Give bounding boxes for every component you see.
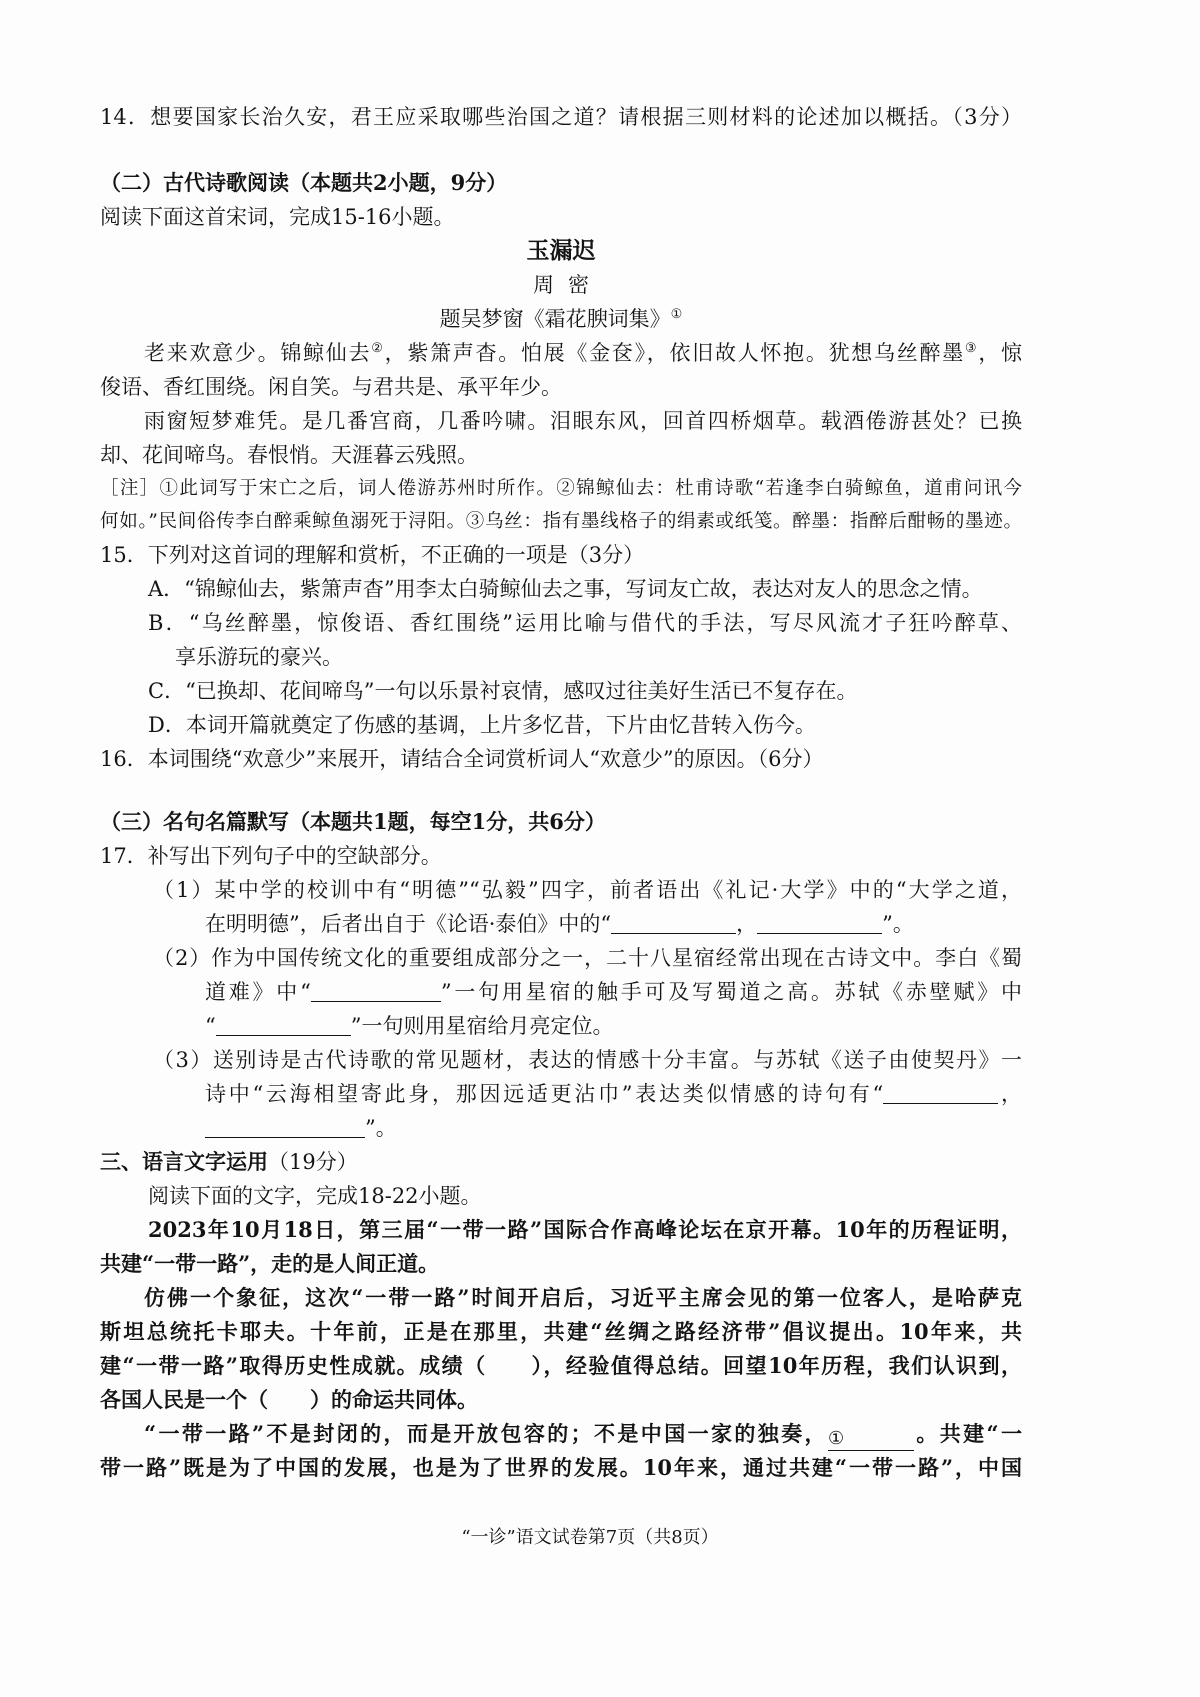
poem-subtitle: 题吴梦窗《霜花腴词集》 <box>439 307 671 331</box>
answer-blank[interactable] <box>311 979 441 1002</box>
passage-p2-line2: 斯坦总统托卡耶夫。十年前，正是在那里，共建“丝绸之路经济带”倡议提出。10年来，共 <box>100 1319 1022 1344</box>
answer-blank[interactable] <box>611 911 736 934</box>
question-15-stem: 15．下列对这首词的理解和赏析，不正确的一项是（3分） <box>100 543 645 567</box>
question-17: 17．补写出下列句子中的空缺部分。 <box>100 844 442 868</box>
poetry-instruction: 阅读下面这首宋词，完成15-16小题。 <box>100 205 455 229</box>
page-footer: “一诊”语文试卷第7页（共8页） <box>461 1527 719 1548</box>
passage-p1-line2: 共建“一带一路”，走的是人间正道。 <box>100 1251 440 1276</box>
item-text: ”一句则用星宿给月亮定位。 <box>350 1014 614 1038</box>
section-score: （19分） <box>268 1150 358 1174</box>
q17-item3-line3 <box>100 1111 1022 1145</box>
stanza2-line1: 雨窗短梦难凭。是几番宫商，几番吟啸。泪眼东风，回首四桥烟草。载酒倦游甚处？已换 <box>144 409 1022 433</box>
question-15-option-c: C．“已换却、花间啼鸟”一句以乐景衬哀情，感叹过往美好生活已不复存在。 <box>148 679 858 703</box>
stanza1-line1 <box>100 336 1022 370</box>
passage-p3-line1 <box>100 1417 1022 1451</box>
page-content <box>100 100 1022 1485</box>
q17-item2-line3 <box>100 1009 1022 1043</box>
answer-blank[interactable] <box>757 911 882 934</box>
section-title: 三、语言文字运用 <box>100 1149 268 1174</box>
footnote-ref: ① <box>670 307 683 322</box>
q17-item1-line2 <box>100 907 1022 941</box>
stanza2-line2: 却、花间啼鸟。春恨悄。天涯暮云残照。 <box>100 443 478 467</box>
stanza-text: ，紫箫声杳。怕展《金奁》，依旧故人怀抱。犹想乌丝醉墨 <box>384 341 965 365</box>
item-text: ”。 <box>365 1116 397 1140</box>
passage-p3-line2: 带一路”既是为了中国的发展，也是为了世界的发展。10年来，通过共建“一带一路”，中国 <box>100 1455 1022 1480</box>
answer-blank-1[interactable]: ① <box>828 1428 914 1451</box>
answer-blank[interactable] <box>883 1081 998 1104</box>
poem-title: 玉漏迟 <box>526 237 596 264</box>
answer-blank[interactable] <box>205 1115 365 1138</box>
stanza-text: 老来欢意少。锦鲸仙去 <box>144 341 372 365</box>
item-text: 在明明德”，后者出自于《论语·泰伯》中的“ <box>205 912 612 936</box>
passage-p2-line3: 建“一带一路”取得历史性成就。成绩（ ），经验值得总结。回望10年历程，我们认识到， <box>100 1353 1022 1378</box>
q17-item2-line2 <box>100 975 1022 1009</box>
footnote-ref: ③ <box>964 341 979 356</box>
question-16: 16．本词围绕“欢意少”来展开，请结合全词赏析词人“欢意少”的原因。（6分） <box>100 747 824 771</box>
footnote-ref: ② <box>371 341 385 356</box>
poem-subtitle-line <box>100 302 1022 336</box>
poem-author: 周密 <box>533 273 603 297</box>
poem-note-line2: 何如。”民间俗传李白醉乘鲸鱼溺死于浔阳。③乌丝：指有墨线格子的绢素或纸笺。醉墨：指醉后酣畅的墨迹。 <box>100 511 1022 532</box>
passage-p2-line1: 仿佛一个象征，这次“一带一路”时间开启后，习近平主席会见的第一位客人，是哈萨克 <box>144 1285 1022 1310</box>
item-text: 诗中“云海相望寄此身，那因远适更沾巾”表达类似情感的诗句有“ <box>205 1082 884 1106</box>
q17-item3-line1: （3）送别诗是古代诗歌的常见题材，表达的情感十分丰富。与苏轼《送子由使契丹》一 <box>153 1048 1022 1072</box>
item-text: ， <box>998 1082 1022 1106</box>
passage-p2-line4: 各国人民是一个（ ）的命运共同体。 <box>100 1387 478 1412</box>
passage-text: “一带一路”不是封闭的，而是开放包容的；不是中国一家的独奏， <box>144 1421 828 1446</box>
question-15-option-b-line1: B．“乌丝醉墨，惊俊语、香红围绕”运用比喻与借代的手法，写尽风流才子狂吟醉草、 <box>148 611 1022 635</box>
question-15-option-a: A．“锦鲸仙去，紫箫声杳”用李太白骑鲸仙去之事，写词友亡故，表达对友人的思念之情。 <box>148 577 983 601</box>
question-15-option-b-line2: 享乐游玩的豪兴。 <box>175 645 343 669</box>
passage-text: 。共建“一 <box>913 1421 1022 1446</box>
stanza1-line2: 俊语、香红围绕。闲自笑。与君共是、承平年少。 <box>100 375 562 399</box>
item-text: ”一句用星宿的触手可及写蜀道之高。苏轼《赤壁赋》中 <box>440 980 1022 1004</box>
question-15-option-d: D．本词开篇就奠定了伤感的基调，上片多忆昔，下片由忆昔转入伤今。 <box>148 713 816 737</box>
item-text: 道难》中“ <box>205 980 311 1004</box>
item-text: ”。 <box>882 912 914 936</box>
q17-item3-line2 <box>100 1077 1022 1111</box>
dictation-section-heading: （三）名句名篇默写（本题共1题，每空1分，共6分） <box>100 809 606 834</box>
q17-item2-line1: （2）作为中国传统文化的重要组成部分之一，二十八星宿经常出现在古诗文中。李白《蜀 <box>153 946 1022 970</box>
language-section-heading <box>100 1145 1022 1179</box>
poetry-section-heading: （二）古代诗歌阅读（本题共2小题，9分） <box>100 170 508 195</box>
q17-item1-line1: （1）某中学的校训中有“明德”“弘毅”四字，前者语出《礼记·大学》中的“大学之道， <box>153 878 1022 902</box>
stanza-text: ，惊 <box>978 341 1023 365</box>
item-text: “ <box>205 1014 216 1038</box>
answer-blank[interactable] <box>216 1013 351 1036</box>
language-instruction: 阅读下面的文字，完成18-22小题。 <box>148 1184 482 1208</box>
poem-note-line1: ［注］①此词写于宋亡之后，词人倦游苏州时所作。②锦鲸仙去：杜甫诗歌“若逢李白骑鲸鱼，道甫问讯今 <box>100 478 1022 499</box>
question-14: 14．想要国家长治久安，君王应采取哪些治国之道？请根据三则材料的论述加以概括。（3分） <box>100 105 1022 129</box>
item-text: ， <box>736 912 758 936</box>
passage-p1-line1: 2023年10月18日，第三届“一带一路”国际合作高峰论坛在京开幕。10年的历程证明， <box>148 1217 1022 1242</box>
